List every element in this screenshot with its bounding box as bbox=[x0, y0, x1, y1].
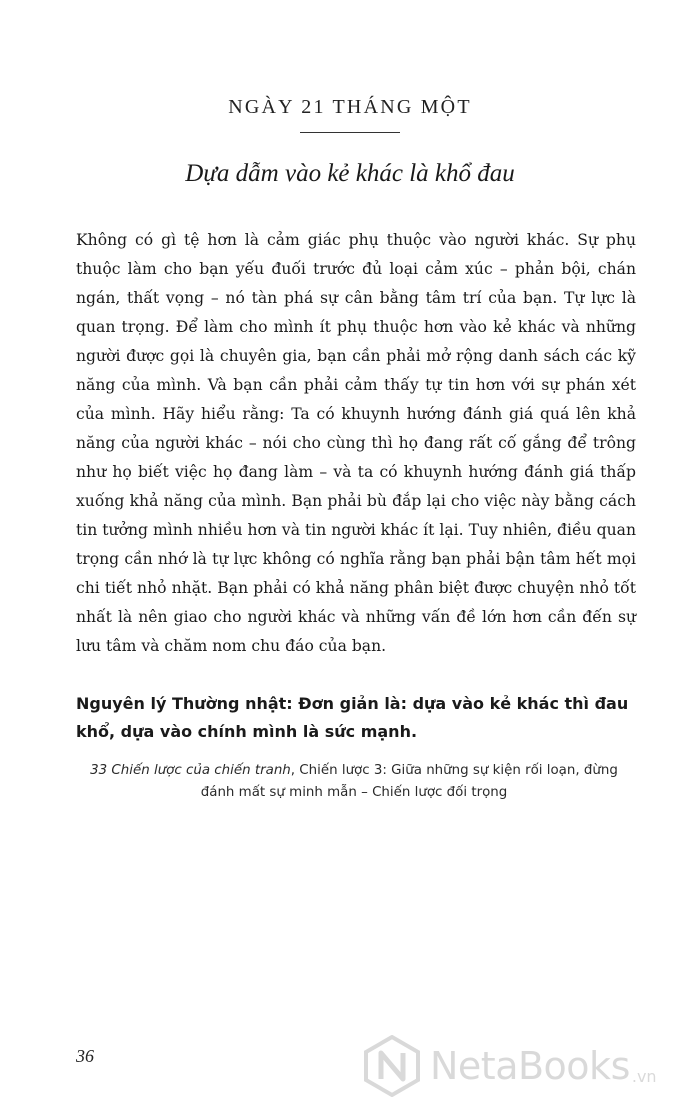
watermark-suffix: .vn bbox=[631, 1067, 657, 1086]
watermark bbox=[364, 1034, 694, 1098]
daily-principle: Nguyên lý Thường nhật: Đơn giản là: dựa vào kẻ khác thì đau khổ, dựa vào chính mình là sức mạnh. bbox=[76, 694, 629, 741]
body-paragraph: Không có gì tệ hơn là cảm giác phụ thuộc vào người khác. Sự phụ thuộc làm cho bạn yếu đuối trước đủ loại cảm xúc – phản bội, chán ngán, thất vọng – nó tàn phá sự cân bằng tâm trí của bạn. Tự lực là quan trọng. Để làm cho mình ít phụ thuộc hơn vào kẻ khác và những người được gọi là chuyên gia, bạn cần phải mở rộng danh sách các kỹ năng của mình. Và bạn cần phải cảm thấy tự tin hơn với sự phán xét của mình. Hãy hiểu rằng: Ta có khuynh hướng đánh giá quá lên khả năng của người khác – nói cho cùng thì họ đang rất cố gắng để trông như họ biết việc họ đang làm – và ta có khuynh hướng đánh giá thấp xuống khả năng của mình. Bạn phải bù đắp lại cho việc này bằng cách tin tưởng mình nhiều hơn và tin người khác ít lại. Tuy nhiên, điều quan trọng cần nhớ là tự lực không có nghĩa rằng bạn phải bận tâm hết mọi chi tiết nhỏ nhặt. Bạn phải có khả năng phân biệt được chuyện nhỏ tốt nhất là nên giao cho người khác và những vấn đề lớn hơn cần đến sự lưu tâm và chăm nom chu đáo của bạn. bbox=[76, 231, 636, 655]
netabooks-logo-icon bbox=[364, 1035, 420, 1097]
watermark-brand: NetaBooks bbox=[430, 1044, 630, 1088]
source-detail: , Chiến lược 3: Giữa những sự kiện rối loạn, đừng đánh mất sự minh mẫn – Chiến lược đối trọng bbox=[200, 763, 618, 800]
page-title: Dựa dẫm vào kẻ khác là khổ đau bbox=[185, 160, 515, 187]
source-book-title: 33 Chiến lược của chiến tranh bbox=[90, 763, 291, 778]
date-heading: NGÀY 21 THÁNG MỘT bbox=[228, 96, 472, 118]
page-number: 36 bbox=[76, 1046, 94, 1066]
source-citation bbox=[76, 760, 632, 804]
heading-divider bbox=[300, 132, 400, 133]
